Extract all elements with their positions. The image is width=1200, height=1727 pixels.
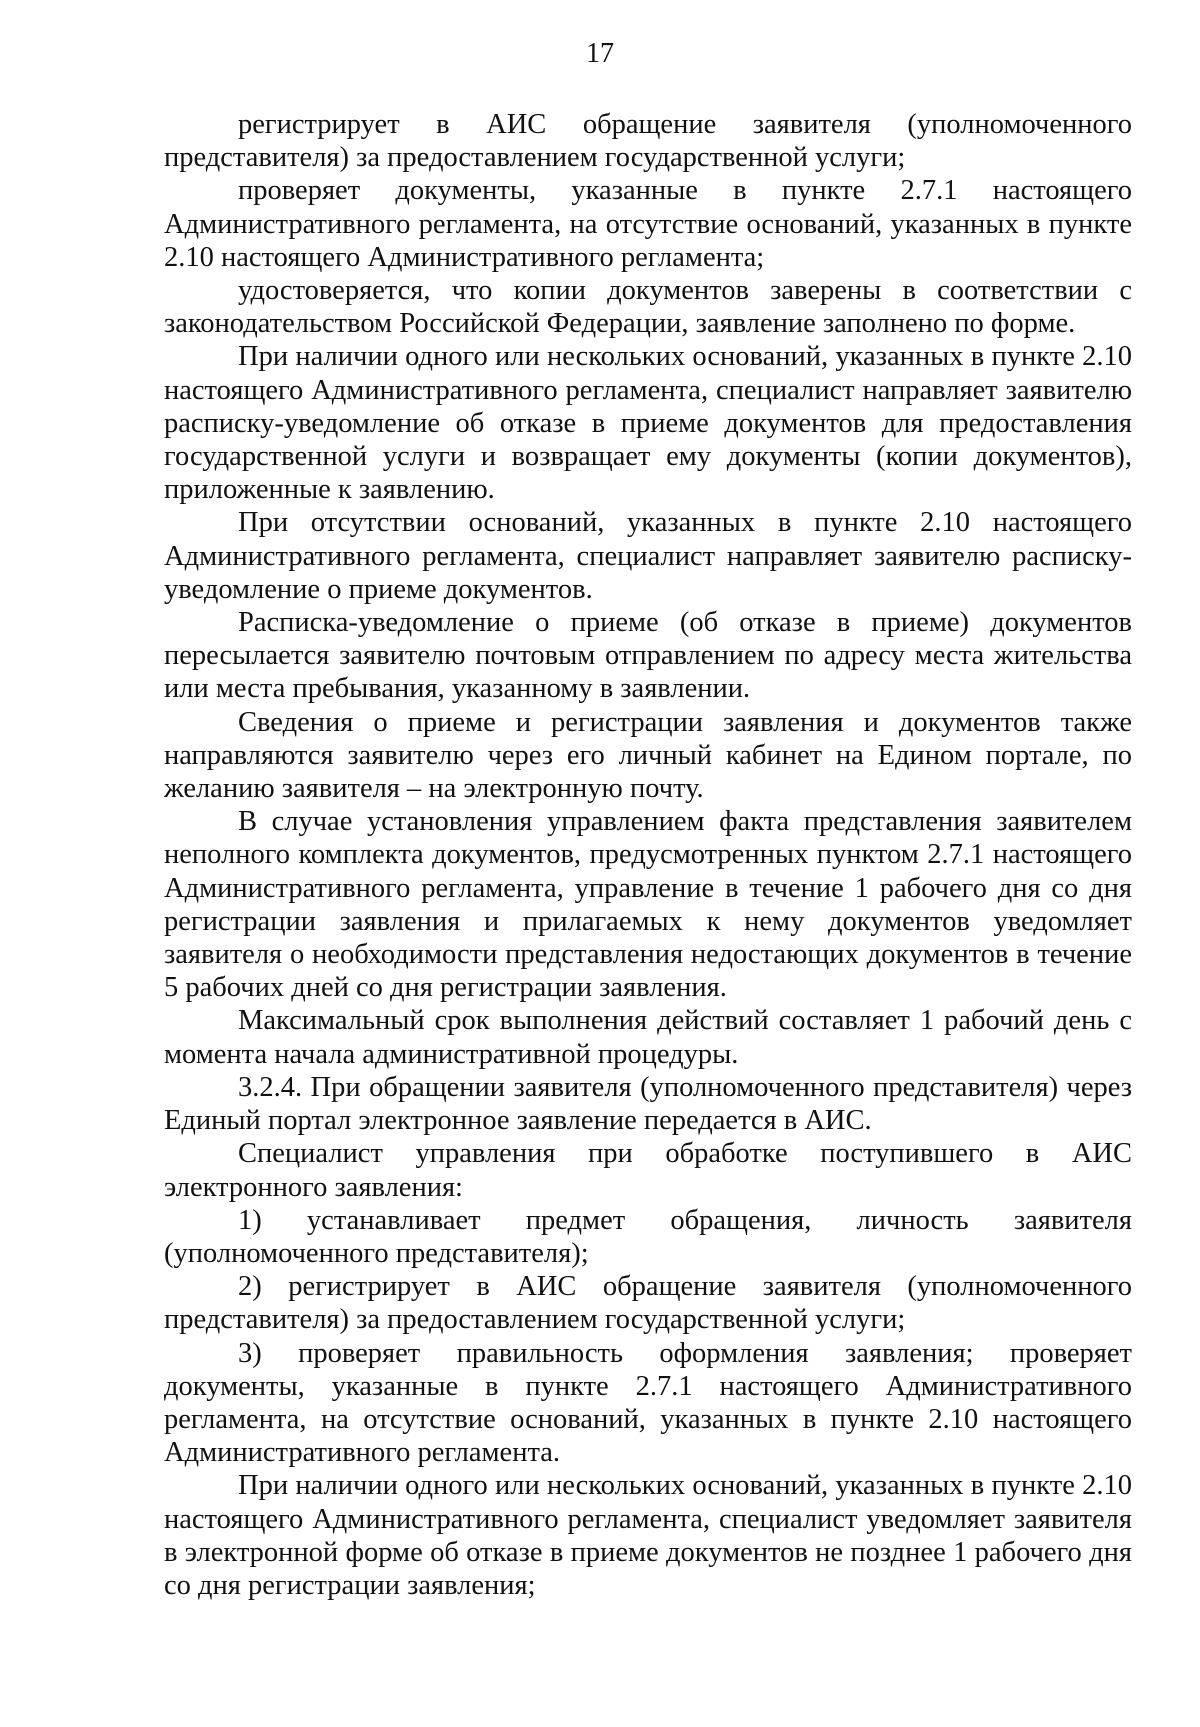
paragraph: При наличии одного или нескольких оснований, указанных в пункте 2.10 настоящего Административного регламента, специалист уведомляет заявителя в электронной форме об отказе в приеме документов не позднее 1 рабочего дня со дня регистрации заявления;: [164, 1470, 1132, 1601]
paragraph: 3) проверяет правильность оформления заявления; проверяет документы, указанные в пункте 2.7.1 настоящего Административного регламента, на отсутствие оснований, указанных в пункте 2.10 настоящего Административного регламента.: [164, 1337, 1132, 1469]
paragraph: 3.2.4. При обращении заявителя (уполномоченного представителя) через Единый портал электронное заявление передается в АИС.: [164, 1071, 1132, 1137]
paragraph: 2) регистрирует в АИС обращение заявителя (уполномоченного представителя) за предоставлением государственной услуги;: [164, 1271, 1132, 1336]
paragraph: регистрирует в АИС обращение заявителя (уполномоченного представителя) за предоставлением государственной услуги;: [164, 109, 1132, 174]
document-body: [164, 108, 1132, 1602]
page-number: 17: [586, 38, 614, 69]
paragraph: Максимальный срок выполнения действий составляет 1 рабочий день с момента начала административной процедуры.: [164, 1005, 1132, 1070]
paragraph: 1) устанавливает предмет обращения, личность заявителя (уполномоченного представителя);: [164, 1204, 1132, 1269]
paragraph: При отсутствии оснований, указанных в пункте 2.10 настоящего Административного регламента, специалист направляет заявителю расписку-уведомление о приеме документов.: [164, 507, 1132, 605]
paragraph: При наличии одного или нескольких оснований, указанных в пункте 2.10 настоящего Административного регламента, специалист направляет заявителю расписку-уведомление об отказе в приеме документов для предоставления государственной услуги и возвращает ему документы (копии документов), приложенные к заявлению.: [164, 341, 1132, 506]
paragraph: Расписка-уведомление о приеме (об отказе в приеме) документов пересылается заявителю почтовым отправлением по адресу места жительства или места пребывания, указанному в заявлении.: [164, 607, 1132, 705]
paragraph: В случае установления управлением факта представления заявителем неполного комплекта документов, предусмотренных пунктом 2.7.1 настоящего Административного регламента, управление в течение 1 рабочего дня со дня регистрации заявления и прилагаемых к нему документов уведомляет заявителя о необходимости представления недостающих документов в течение 5 рабочих дней со дня регистрации заявления.: [164, 806, 1132, 1004]
paragraph: Сведения о приеме и регистрации заявления и документов также направляются заявителю через его личный кабинет на Едином портале, по желанию заявителя – на электронную почту.: [164, 706, 1132, 805]
paragraph: проверяет документы, указанные в пункте 2.7.1 настоящего Административного регламента, на отсутствие оснований, указанных в пункте 2.10 настоящего Административного регламента;: [164, 175, 1132, 273]
paragraph: Специалист управления при обработке поступившего в АИС электронного заявления:: [164, 1138, 1132, 1203]
paragraph: удостоверяется, что копии документов заверены в соответствии с законодательством Российской Федерации, заявление заполнено по форме.: [164, 275, 1132, 340]
